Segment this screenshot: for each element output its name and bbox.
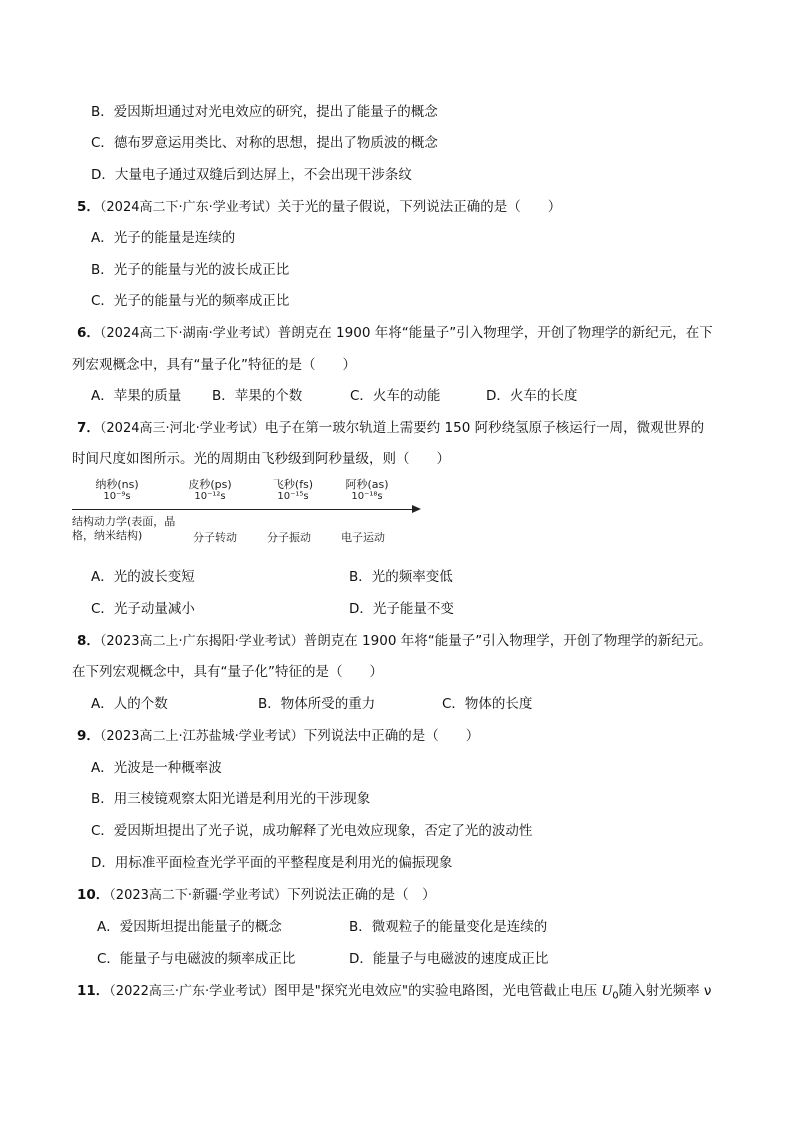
question-number: 6． bbox=[77, 325, 100, 341]
question-10 bbox=[77, 886, 436, 905]
axis-arrow-icon bbox=[412, 505, 421, 513]
question-number: 5． bbox=[77, 199, 100, 215]
question-8 bbox=[77, 632, 712, 651]
q10-option-d: D．能量子与电磁波的速度成正比 bbox=[349, 951, 549, 967]
question-stem: 关于光的量子假说，下列说法正确的是（ ） bbox=[277, 199, 562, 215]
field-electron-motion: 电子运动 bbox=[341, 531, 385, 544]
q10-option-a: A．爱因斯坦提出能量子的概念 bbox=[97, 919, 282, 935]
time-axis bbox=[72, 509, 412, 510]
time-scale-diagram bbox=[72, 476, 432, 564]
question-source: （2023高二下·新疆·学业考试） bbox=[109, 888, 288, 903]
question-stem-tail: 随入射光频率 ν bbox=[618, 983, 712, 999]
question-source: （2023高二上·广东揭阳·学业考试） bbox=[99, 634, 304, 649]
q9-option-c: C．爱因斯坦提出了光子说，成功解释了光电效应现象，否定了光的波动性 bbox=[91, 823, 533, 839]
q5-option-c: C．光子的能量与光的频率成正比 bbox=[91, 293, 290, 309]
question-5 bbox=[77, 198, 561, 217]
question-number: 11． bbox=[77, 983, 110, 999]
unit-femtosecond: 飞秒(fs) bbox=[272, 478, 314, 491]
unit-nanosecond: 纳秒(ns) bbox=[95, 478, 139, 491]
structural-dynamics-label: 结构动力学(表面，晶格，纳米结构) bbox=[72, 515, 176, 542]
question-stem: 电子在第一玻尔轨道上需要约 150 阿秒绕氢原子核运行一周，微观世界的 bbox=[264, 420, 705, 436]
question-11 bbox=[77, 982, 711, 1006]
field-molecular-rotation: 分子转动 bbox=[193, 531, 237, 544]
q8-option-a: A．人的个数 bbox=[91, 696, 168, 712]
q6-option-c: C．火车的动能 bbox=[350, 388, 441, 404]
unit-femtosecond-value: 10⁻¹⁵s bbox=[277, 491, 309, 502]
question-source: （2024高二下·广东·学业考试） bbox=[99, 200, 278, 215]
question-stem: 普朗克在 1900 年将“能量子”引入物理学，开创了物理学的新纪元。 bbox=[303, 633, 712, 649]
q5-option-a: A．光子的能量是连续的 bbox=[91, 230, 236, 246]
question-7-stem-continued: 时间尺度如图所示。光的周期由飞秒级到阿秒量级，则（ ） bbox=[72, 451, 450, 467]
question-number: 7． bbox=[77, 420, 100, 436]
q10-option-b: B．微观粒子的能量变化是连续的 bbox=[349, 919, 548, 935]
q7-option-a: A．光的波长变短 bbox=[91, 569, 195, 585]
q9-option-d: D．用标准平面检查光学平面的平整程度是利用光的偏振现象 bbox=[91, 855, 453, 871]
q7-option-d: D．光子能量不变 bbox=[349, 601, 454, 617]
q7-option-b: B．光的频率变低 bbox=[349, 569, 453, 585]
question-stem: 下列说法正确的是（ ） bbox=[287, 887, 436, 903]
unit-attosecond-value: 10⁻¹⁸s bbox=[351, 491, 383, 502]
unit-nanosecond-value: 10⁻⁹s bbox=[103, 491, 131, 502]
question-number: 9． bbox=[77, 728, 100, 744]
question-source: （2024高二下·湖南·学业考试） bbox=[99, 326, 278, 341]
cutoff-voltage-symbol: U bbox=[601, 983, 613, 999]
q10-option-c: C．能量子与电磁波的频率成正比 bbox=[97, 951, 296, 967]
question-number: 10． bbox=[77, 887, 110, 903]
question-9 bbox=[77, 727, 479, 746]
field-molecular-vibration: 分子振动 bbox=[267, 531, 311, 544]
q6-option-a: A．苹果的质量 bbox=[91, 388, 182, 404]
q8-option-b: B．物体所受的重力 bbox=[258, 696, 376, 712]
question-stem: 图甲是"探究光电效应"的实验电路图，光电管截止电压 bbox=[274, 983, 598, 999]
question-stem: 普朗克在 1900 年将“能量子”引入物理学，开创了物理学的新纪元，在下 bbox=[277, 325, 713, 341]
q4-option-c: C．德布罗意运用类比、对称的思想，提出了物质波的概念 bbox=[91, 135, 438, 151]
q5-option-b: B．光子的能量与光的波长成正比 bbox=[91, 262, 290, 278]
question-number: 8． bbox=[77, 633, 100, 649]
question-source: （2023高二上·江苏盐城·学业考试） bbox=[99, 729, 304, 744]
q7-option-c: C．光子动量减小 bbox=[91, 601, 195, 617]
q6-option-d: D．火车的长度 bbox=[486, 388, 578, 404]
q4-option-b: B．爱因斯坦通过对光电效应的研究，提出了能量子的概念 bbox=[91, 104, 438, 120]
question-stem: 下列说法中正确的是（ ） bbox=[303, 728, 480, 744]
unit-picosecond: 皮秒(ps) bbox=[188, 478, 232, 491]
q8-option-c: C．物体的长度 bbox=[442, 696, 533, 712]
question-source: （2022高三·广东·学业考试） bbox=[109, 984, 275, 999]
q9-option-b: B．用三棱镜观察太阳光谱是利用光的干涉现象 bbox=[91, 791, 371, 807]
q6-option-b: B．苹果的个数 bbox=[212, 388, 303, 404]
question-6 bbox=[77, 324, 713, 343]
q9-option-a: A．光波是一种概率波 bbox=[91, 760, 222, 776]
unit-attosecond: 阿秒(as) bbox=[345, 478, 389, 491]
question-7 bbox=[77, 419, 704, 438]
unit-picosecond-value: 10⁻¹²s bbox=[194, 491, 226, 502]
question-source: （2024高三·河北·学业考试） bbox=[99, 421, 265, 436]
question-6-stem-continued: 列宏观概念中，具有“量子化”特征的是（ ） bbox=[72, 357, 356, 373]
question-8-stem-continued: 在下列宏观概念中，具有“量子化”特征的是（ ） bbox=[72, 664, 383, 680]
q4-option-d: D．大量电子通过双缝后到达屏上，不会出现干涉条纹 bbox=[91, 167, 412, 183]
cutoff-voltage-subscript: 0 bbox=[612, 990, 619, 1002]
